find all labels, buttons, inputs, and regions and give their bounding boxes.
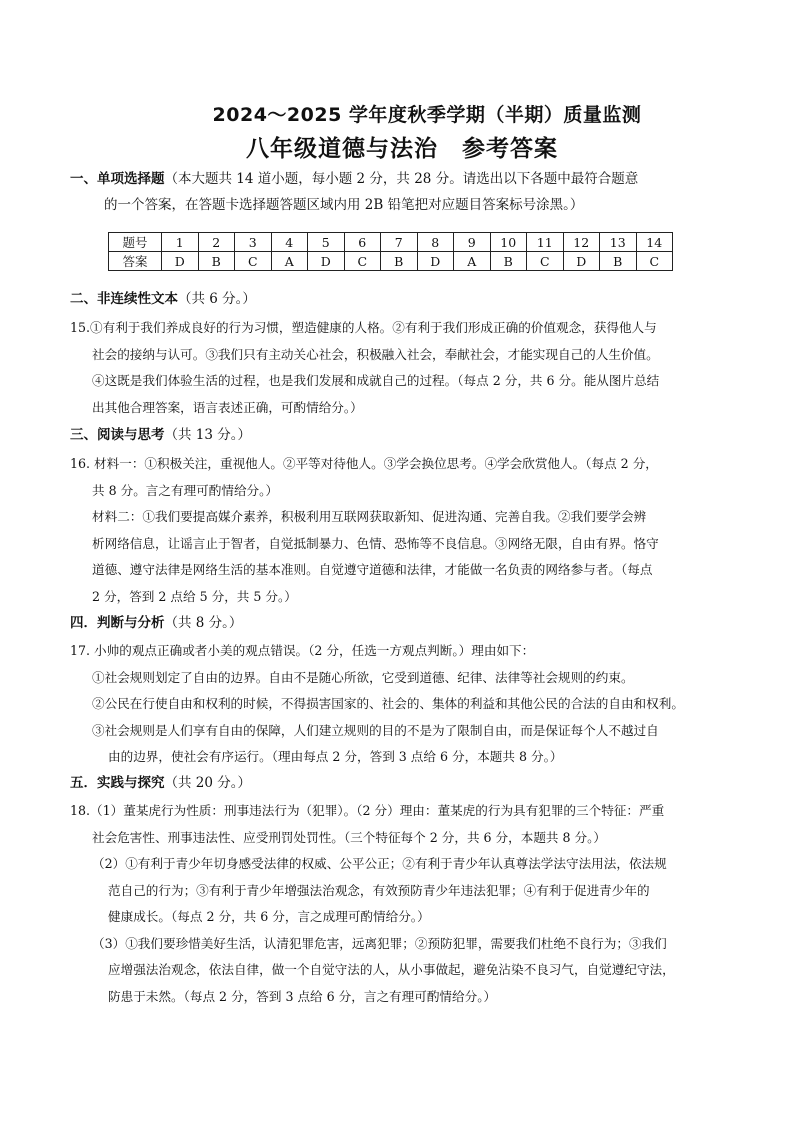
document-title: 2024～2025 学年度秋季学期（半期）质量监测	[212, 104, 642, 126]
section-1	[70, 166, 740, 218]
answer-table-row-answers	[109, 252, 673, 271]
q15-line: 15.①有利于我们养成良好的行为习惯，塑造健康的人格。②有利于我们形成正确的价值观念，获得他人与	[70, 320, 657, 335]
q16-line: 2 分，答到 2 点给 5 分，共 5 分。）	[92, 588, 297, 604]
question-number: 11	[527, 233, 564, 252]
q17-line: 由的边界，使社会有序运行。（理由每点 2 分，答到 3 点给 6 分，本题共 8 分。）	[108, 749, 563, 764]
section-1-note: （本大题共 14 道小题，每小题 2 分，共 28 分。请选出以下各题中最符合题意	[164, 171, 639, 187]
q16-line: 析网络信息，让谣言止于智者，自觉抵制暴力、色情、恐怖等不良信息。③网络无限，自由有界。恪守	[92, 535, 659, 551]
answer-cell: A	[271, 252, 308, 271]
section-4-heading: 四．判断与分析	[70, 615, 165, 631]
section-5-heading-line	[70, 770, 740, 796]
question-number: 2	[198, 233, 235, 252]
question-17	[70, 638, 730, 771]
q18-3-line: （3）①我们要珍惜美好生活，认清犯罪危害，远离犯罪；②预防犯罪，需要我们杜绝不良行为；③我们	[92, 935, 667, 951]
q18-1-line: 社会危害性、刑事违法性、应受刑罚处罚性。（三个特征每个 2 分，共 6 分，本题共 8 分。）	[92, 829, 607, 845]
q16-line: 16. 材料一：①积极关注，重视他人。②平等对待他人。③学会换位思考。④学会欣赏他人。（每点 2 分，	[70, 456, 658, 471]
q18-2-line: （2）①有利于青少年切身感受法律的权威、公平公正；②有利于青少年认真尊法学法守法用法，依法规	[92, 856, 667, 871]
q17-line: ②公民在行使自由和权利的时候，不得损害国家的、社会的、集体的利益和其他公民的合法的自由和权利。	[92, 696, 684, 711]
q18-2-line: 健康成长。（每点 2 分，共 6 分，言之成理可酌情给分。）	[108, 909, 430, 924]
answer-cell: C	[636, 252, 673, 271]
question-number: 9	[454, 233, 491, 252]
section-2-note: （共 6 分。）	[178, 291, 256, 307]
answer-table	[108, 232, 673, 271]
question-number: 5	[308, 233, 345, 252]
q15-line: 社会的接纳与认可。③我们只有主动关心社会，积极融入社会，奉献社会，才能实现自己的人生价值。	[92, 346, 659, 362]
table-row-label: 答案	[109, 252, 162, 271]
section-1-heading: 一、单项选择题	[70, 171, 165, 187]
section-4-heading-line	[70, 610, 740, 636]
question-number: 3	[235, 233, 272, 252]
q18-1-line: 18.（1）董某虎行为性质：刑事违法行为（犯罪）。（2 分）理由：董某虎的行为具有犯罪的三个特征：严重	[70, 803, 665, 818]
answer-cell: D	[162, 252, 199, 271]
question-number: 1	[162, 233, 199, 252]
section-5-note: （共 20 分。）	[164, 775, 252, 791]
q15-line: 出其他合理答案，语言表述正确，可酌情给分。）	[92, 399, 363, 415]
answer-cell: C	[344, 252, 381, 271]
q16-line: 道德、遵守法律是网络生活的基本准则。自觉遵守道德和法律，才能做一名负责的网络参与者。（每点	[92, 562, 653, 577]
section-1-header-line	[70, 166, 740, 192]
question-16	[70, 451, 730, 610]
q18-3-line: 应增强法治观念，依法自律，做一个自觉守法的人，从小事做起，避免沾染不良习气，自觉遵纪守法，	[108, 962, 675, 977]
question-number: 4	[271, 233, 308, 252]
section-3-note: （共 13 分。）	[164, 427, 252, 443]
answer-table-row-numbers	[109, 233, 673, 252]
section-2-heading-line	[70, 286, 740, 312]
question-number: 6	[344, 233, 381, 252]
question-15	[70, 315, 730, 421]
q16-line: 材料二：①我们要提高媒介素养，积极利用互联网获取新知、促进沟通、完善自我。②我们要学会辨	[92, 509, 647, 524]
q17-line: ③社会规则是人们享有自由的保障，人们建立规则的目的不是为了限制自由，而是保证每个人不越过自	[92, 722, 659, 738]
section-5-heading: 五．实践与探究	[70, 775, 165, 791]
section-3-heading: 三、阅读与思考	[70, 427, 165, 443]
answer-cell: C	[527, 252, 564, 271]
answer-cell: B	[381, 252, 418, 271]
question-number: 10	[490, 233, 527, 252]
q15-line: ④这既是我们体验生活的过程，也是我们发展和成就自己的过程。（每点 2 分，共 6 分。能从图片总结	[92, 373, 660, 388]
document-subtitle: 八年级道德与法治 参考答案	[246, 136, 558, 162]
answer-cell: D	[563, 252, 600, 271]
section-4-note: （共 8 分。）	[164, 615, 243, 631]
answer-cell: B	[198, 252, 235, 271]
question-18	[70, 798, 730, 1010]
answer-cell: B	[490, 252, 527, 271]
answer-cell: C	[235, 252, 272, 271]
section-3-heading-line	[70, 422, 740, 448]
q18-2-line: 范自己的行为；③有利于青少年增强法治观念，有效预防青少年违法犯罪；④有利于促进青少年的	[108, 882, 650, 898]
answer-cell: D	[417, 252, 454, 271]
question-number: 7	[381, 233, 418, 252]
question-number: 13	[600, 233, 637, 252]
question-number: 8	[417, 233, 454, 252]
section-2-heading: 二、非连续性文本	[70, 291, 178, 307]
section-1-note-line-2: 的一个答案，在答题卡选择题答题区域内用 2B 铅笔把对应题目答案标号涂黑。）	[104, 197, 584, 213]
q17-line: 17. 小帅的观点正确或者小美的观点错误。（2 分，任选一方观点判断。）理由如下：	[70, 643, 535, 658]
question-number: 12	[563, 233, 600, 252]
q18-3-line: 防患于未然。（每点 2 分，答到 3 点给 6 分，言之有理可酌情给分。）	[108, 988, 497, 1004]
answer-cell: A	[454, 252, 491, 271]
answer-cell: D	[308, 252, 345, 271]
q17-line: ①社会规则划定了自由的边界。自由不是随心所欲，它受到道德、纪律、法律等社会规则的约束。	[92, 669, 634, 685]
q16-line: 共 8 分。言之有理可酌情给分。）	[92, 482, 279, 498]
table-row-label: 题号	[109, 233, 162, 252]
question-number: 14	[636, 233, 673, 252]
answer-cell: B	[600, 252, 637, 271]
